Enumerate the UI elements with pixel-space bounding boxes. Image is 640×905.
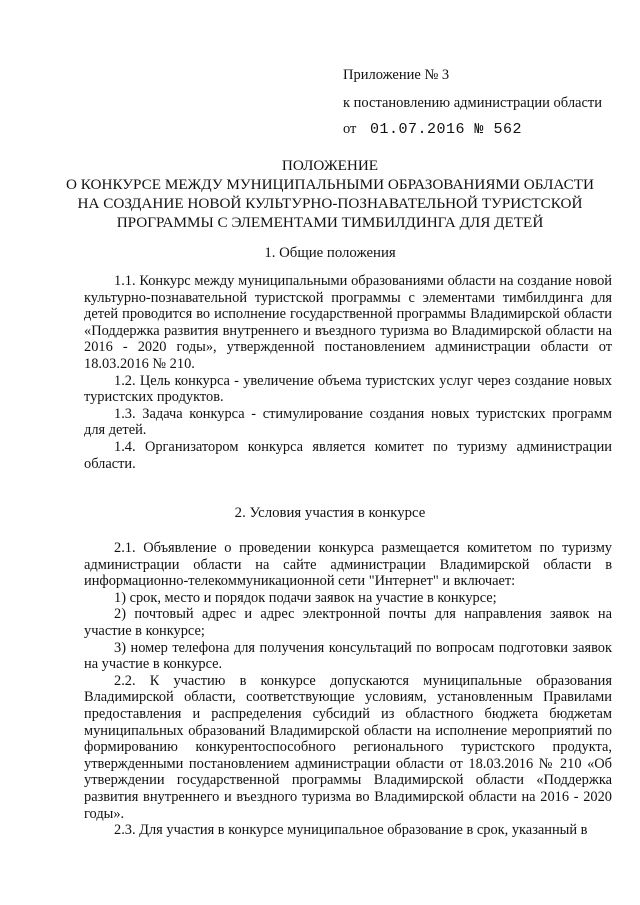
list-item-1: 1) срок, место и порядок подачи заявок на участие в конкурсе;: [114, 589, 497, 606]
title-line-2: О КОНКУРСЕ МЕЖДУ МУНИЦИПАЛЬНЫМИ ОБРАЗОВАНИЯМИ ОБЛАСТИ: [66, 176, 594, 193]
appendix-resolution: к постановлению администрации области: [343, 95, 603, 111]
title-line-3: НА СОЗДАНИЕ НОВОЙ КУЛЬТУРНО-ПОЗНАВАТЕЛЬНОЙ ТУРИСТСКОЙ: [77, 195, 583, 212]
date-number-stamp: 01.07.2016 № 562: [370, 121, 523, 138]
paragraph-1-2: 1.2. Цель конкурса - увеличение объема туристских услуг через создание новых туристских продуктов.: [84, 372, 612, 406]
list-item-2: 2) почтовый адрес и адрес электронной почты для направления заявок на участие в конкурсе;: [84, 606, 612, 639]
list-item-3: 3) номер телефона для получения консультаций по вопросам подготовки заявок на участие в конкурсе.: [84, 639, 612, 673]
paragraph-1-1: 1.1. Конкурс между муниципальными образованиями области на создание новой культурно-познавательной туристской программы с элементами тимбилдинга для детей проводится во исполнение государственной программы Владимирской области «Поддержка развития внутреннего и въездного туризма во Владимирской области на 2016 - 2020 годы», утвержденной постановлением администрации области от 18.03.2016 № 210.: [84, 273, 612, 372]
section-1-body: [84, 273, 612, 472]
appendix-date-line: [343, 120, 522, 139]
section-2-body: [84, 540, 612, 839]
title-line-4: ПРОГРАММЫ С ЭЛЕМЕНТАМИ ТИМБИЛДИНГА ДЛЯ ДЕТЕЙ: [116, 214, 544, 231]
date-prefix: от: [343, 121, 357, 137]
paragraph-1-4: 1.4. Организатором конкурса является комитет по туризму администрации области.: [84, 438, 612, 472]
appendix-number: Приложение № 3: [343, 67, 450, 83]
title-line-1: ПОЛОЖЕНИЕ: [281, 157, 379, 174]
paragraph-2-2: 2.2. К участию в конкурсе допускаются муниципальные образования Владимирской области, соответствующие условиям, установленным Правилами предоставления и распределения субсидий из областного бюджета бюджетам муниципальных образований Владимирской области на исполнение мероприятий по формированию конкурентоспособного регионального туристского продукта, утвержденными постановлением администрации области от 18.03.2016 № 210 «Об утверждении государственной программы Владимирской области «Поддержка развития внутреннего и въездного туризма во Владимирской области на 2016 - 2020 годы».: [84, 672, 612, 822]
paragraph-2-1: 2.1. Объявление о проведении конкурса размещается комитетом по туризму администрации области на сайте администрации Владимирской области в информационно-телекоммуникационной сети "Интернет" и включает:: [84, 540, 612, 590]
paragraph-2-3: 2.3. Для участия в конкурсе муниципальное образование в срок, указанный в: [114, 822, 588, 839]
section-1-heading: 1. Общие положения: [264, 245, 396, 261]
section-2-heading: 2. Условия участия в конкурсе: [234, 505, 426, 521]
paragraph-1-3: 1.3. Задача конкурса - стимулирование создания новых туристских программ для детей.: [84, 405, 612, 439]
